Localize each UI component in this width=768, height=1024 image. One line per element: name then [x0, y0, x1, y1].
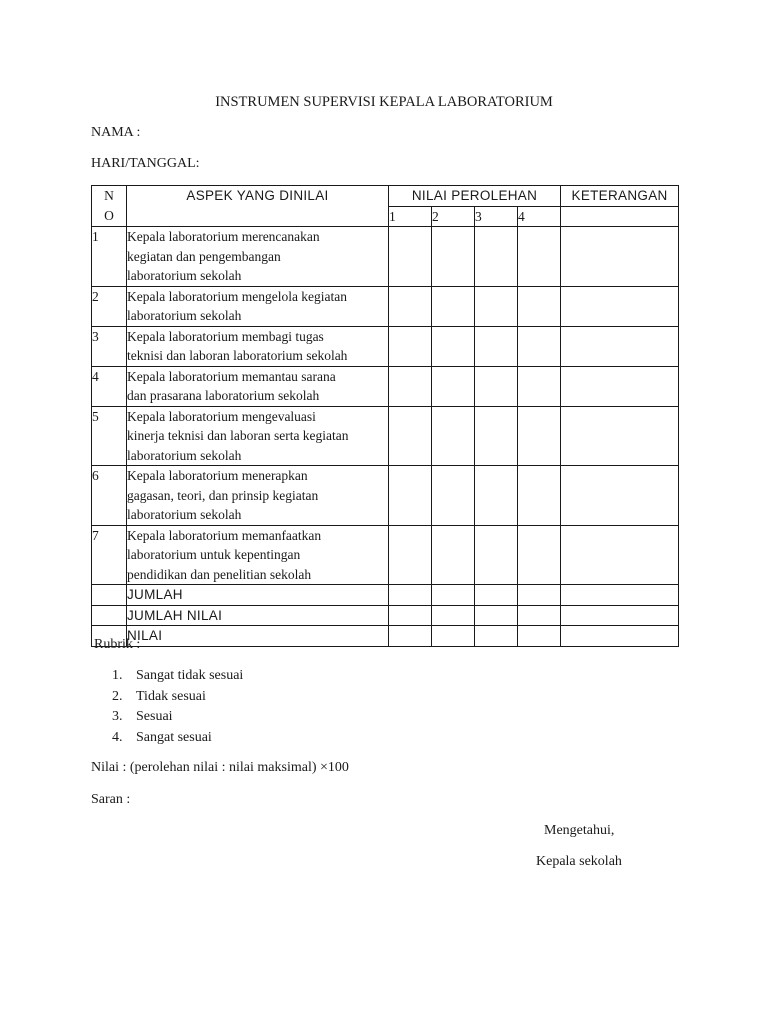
total-score-cell-4[interactable] [518, 585, 561, 606]
aspek-line: dan prasarana laboratorium sekolah [127, 388, 320, 403]
supervision-table [91, 185, 679, 647]
rubrik-item [112, 687, 243, 708]
rubrik-item-text: Tidak sesuai [136, 688, 206, 704]
row-aspek [127, 366, 389, 406]
aspek-line: kinerja teknisi dan laboran serta kegiatan [127, 428, 349, 443]
score-cell-2[interactable] [432, 366, 475, 406]
table-row [92, 227, 679, 287]
rubrik-item-text: Sangat sesuai [136, 729, 212, 745]
score-cell-4[interactable] [518, 406, 561, 466]
score-header-1: 1 [389, 206, 432, 227]
keterangan-cell[interactable] [561, 227, 679, 287]
total-no-cell [92, 605, 127, 626]
row-number: 6 [92, 466, 127, 526]
total-label: JUMLAH NILAI [127, 605, 389, 626]
nama-label: NAMA : [91, 125, 141, 140]
rubrik-list [112, 666, 243, 748]
rubrik-item-text: Sangat tidak sesuai [136, 668, 244, 683]
aspek-line: Kepala laboratorium memantau sarana [127, 368, 336, 384]
total-row [92, 585, 679, 606]
total-score-cell-2[interactable] [432, 605, 475, 626]
aspek-line: Kepala laboratorium menerapkan [127, 468, 308, 483]
aspek-line: Kepala laboratorium memanfaatkan [127, 527, 322, 543]
table-row [92, 525, 679, 585]
score-cell-4[interactable] [518, 326, 561, 366]
keterangan-cell[interactable] [561, 326, 679, 366]
row-aspek [127, 326, 389, 366]
row-number: 7 [92, 525, 127, 585]
header-aspek: ASPEK YANG DINILAI [127, 186, 389, 227]
keterangan-cell[interactable] [561, 406, 679, 466]
row-number: 3 [92, 326, 127, 366]
score-cell-3[interactable] [475, 227, 518, 287]
score-cell-1[interactable] [389, 525, 432, 585]
keterangan-cell[interactable] [561, 366, 679, 406]
row-number: 5 [92, 406, 127, 466]
total-score-cell-1[interactable] [389, 585, 432, 606]
total-keterangan-cell[interactable] [561, 585, 679, 606]
total-keterangan-cell[interactable] [561, 605, 679, 626]
rubrik-item-number: 2. [112, 688, 123, 704]
total-score-cell-2[interactable] [432, 626, 475, 647]
kepala-sekolah-label: Kepala sekolah [536, 854, 622, 869]
score-cell-3[interactable] [475, 366, 518, 406]
score-cell-1[interactable] [389, 466, 432, 526]
row-number: 1 [92, 227, 127, 287]
aspek-line: laboratorium sekolah [127, 308, 242, 323]
saran-label: Saran : [91, 792, 131, 807]
nilai-formula: Nilai : (perolehan nilai : nilai maksimal) ×100 [91, 760, 349, 775]
aspek-line: gagasan, teori, dan prinsip kegiatan [127, 487, 319, 503]
total-row [92, 605, 679, 626]
score-cell-4[interactable] [518, 366, 561, 406]
rubrik-item-number: 1. [112, 668, 123, 683]
keterangan-cell[interactable] [561, 466, 679, 526]
aspek-line: Kepala laboratorium membagi tugas [127, 328, 324, 344]
total-label: JUMLAH [127, 585, 389, 606]
header-keterangan: KETERANGAN [561, 186, 679, 207]
score-cell-2[interactable] [432, 406, 475, 466]
total-keterangan-cell[interactable] [561, 626, 679, 647]
total-label: NILAI [127, 626, 389, 647]
table-row [92, 326, 679, 366]
rubrik-item [112, 728, 243, 749]
aspek-line: laboratorium sekolah [127, 507, 242, 522]
aspek-line: laboratorium untuk kepentingan [127, 547, 301, 562]
aspek-line: teknisi dan laboran laboratorium sekolah [127, 348, 348, 363]
total-score-cell-3[interactable] [475, 585, 518, 606]
aspek-line: kegiatan dan pengembangan [127, 248, 281, 264]
rubrik-item-text: Sesuai [136, 709, 173, 724]
score-cell-2[interactable] [432, 466, 475, 526]
table-row [92, 286, 679, 326]
score-cell-2[interactable] [432, 286, 475, 326]
score-header-3: 3 [475, 206, 518, 227]
row-aspek [127, 525, 389, 585]
table-row [92, 466, 679, 526]
score-cell-3[interactable] [475, 406, 518, 466]
keterangan-cell[interactable] [561, 525, 679, 585]
score-cell-4[interactable] [518, 466, 561, 526]
table-header-row [92, 186, 679, 207]
row-number: 2 [92, 286, 127, 326]
score-cell-3[interactable] [475, 525, 518, 585]
score-cell-4[interactable] [518, 286, 561, 326]
score-cell-1[interactable] [389, 286, 432, 326]
total-score-cell-2[interactable] [432, 585, 475, 606]
score-cell-2[interactable] [432, 326, 475, 366]
score-cell-1[interactable] [389, 406, 432, 466]
aspek-line: Kepala laboratorium mengelola kegiatan [127, 288, 348, 304]
aspek-line: laboratorium sekolah [127, 268, 242, 283]
table-row [92, 366, 679, 406]
aspek-line: Kepala laboratorium merencanakan [127, 229, 320, 244]
score-cell-3[interactable] [475, 326, 518, 366]
row-aspek [127, 227, 389, 287]
keterangan-cell[interactable] [561, 286, 679, 326]
row-aspek [127, 286, 389, 326]
row-aspek [127, 466, 389, 526]
header-nilai-perolehan: NILAI PEROLEHAN [389, 186, 561, 207]
total-no-cell [92, 585, 127, 606]
score-cell-1[interactable] [389, 326, 432, 366]
score-cell-1[interactable] [389, 366, 432, 406]
total-score-cell-4[interactable] [518, 605, 561, 626]
score-cell-3[interactable] [475, 466, 518, 526]
rubrik-item [112, 666, 243, 687]
total-score-cell-1[interactable] [389, 626, 432, 647]
row-number: 4 [92, 366, 127, 406]
score-cell-4[interactable] [518, 525, 561, 585]
aspek-line: laboratorium sekolah [127, 447, 242, 463]
rubrik-item [112, 707, 243, 728]
rubrik-label: Rubrik : [94, 637, 141, 652]
score-cell-3[interactable] [475, 286, 518, 326]
score-cell-2[interactable] [432, 525, 475, 585]
score-header-4: 4 [518, 206, 561, 227]
total-row [92, 626, 679, 647]
aspek-line: pendidikan dan penelitian sekolah [127, 566, 312, 582]
rubrik-item-number: 4. [112, 729, 123, 745]
score-cell-4[interactable] [518, 227, 561, 287]
total-score-cell-1[interactable] [389, 605, 432, 626]
rubrik-item-number: 3. [112, 709, 123, 724]
row-aspek [127, 406, 389, 466]
keterangan-subheader [561, 206, 679, 227]
hari-tanggal-label: HARI/TANGGAL: [91, 156, 200, 171]
aspek-line: Kepala laboratorium mengevaluasi [127, 408, 316, 424]
score-header-2: 2 [432, 206, 475, 227]
header-no: N O [92, 186, 127, 227]
table-row [92, 406, 679, 466]
mengetahui-label: Mengetahui, [544, 823, 615, 838]
total-score-cell-4[interactable] [518, 626, 561, 647]
score-cell-1[interactable] [389, 227, 432, 287]
total-score-cell-3[interactable] [475, 605, 518, 626]
total-score-cell-3[interactable] [475, 626, 518, 647]
document-title: INSTRUMEN SUPERVISI KEPALA LABORATORIUM [215, 94, 553, 110]
score-cell-2[interactable] [432, 227, 475, 287]
